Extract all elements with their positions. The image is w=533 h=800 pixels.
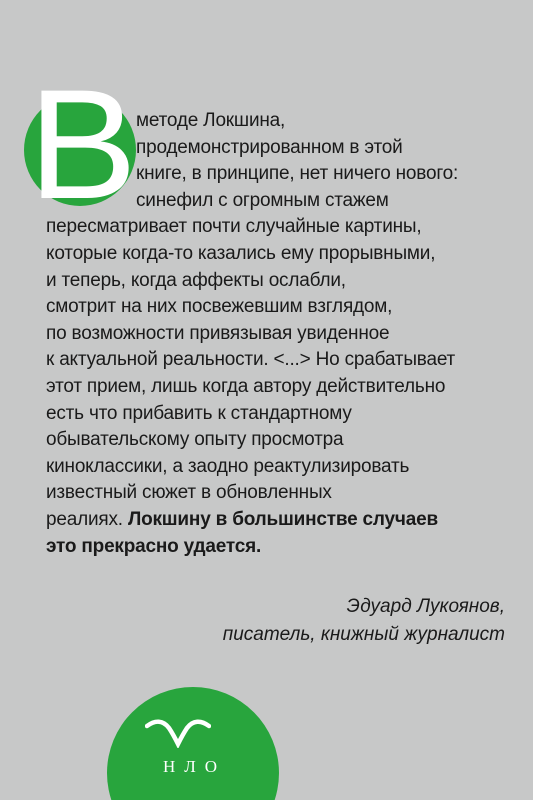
quote-line: которые когда-то казались ему прорывными, [46, 242, 436, 264]
quote-line-bold: это прекрасно удается. [46, 535, 262, 557]
publisher-logo-text: НЛО [163, 757, 227, 776]
quote-line: и теперь, когда аффекты ослабли, [46, 269, 346, 291]
quote-line: есть что прибавить к стандартному [46, 402, 352, 424]
quote-text-regular: реалиях. [46, 508, 128, 530]
quote-line: методе Локшина, [136, 110, 286, 131]
quote-line: киноклассики, а заодно реактулизировать [46, 455, 410, 477]
quote-line: этот прием, лишь когда автору действительно [46, 375, 446, 397]
tilde-wave-icon [145, 718, 211, 748]
quote-attribution [223, 593, 505, 649]
author-name: Эдуард Лукоянов, [346, 596, 505, 617]
quote-line: продемонстрированном в этой [136, 136, 403, 158]
quote-line: известный сюжет в обновленных [46, 482, 332, 504]
quote-line: к актуальной реальности. <...> Но срабатывает [46, 349, 456, 371]
quote-line: пересматривает почти случайные картины, [46, 216, 422, 238]
quote-line: смотрит на них посвежевшим взглядом, [46, 296, 393, 318]
quote-line: книге, в принципе, нет ничего нового: [136, 163, 459, 185]
quote-text-bold: Локшину в большинстве случаев [127, 508, 438, 530]
author-role: писатель, книжный журналист [222, 624, 505, 645]
quote-body [46, 108, 516, 560]
quote-line: по возможности привязывая увиденное [46, 322, 390, 344]
quote-line: синефил с огромным стажем [136, 189, 389, 211]
quote-line-mixed [46, 507, 516, 534]
dropcap-letter: В [28, 58, 134, 232]
quote-line: обывательскому опыту просмотра [46, 429, 344, 451]
